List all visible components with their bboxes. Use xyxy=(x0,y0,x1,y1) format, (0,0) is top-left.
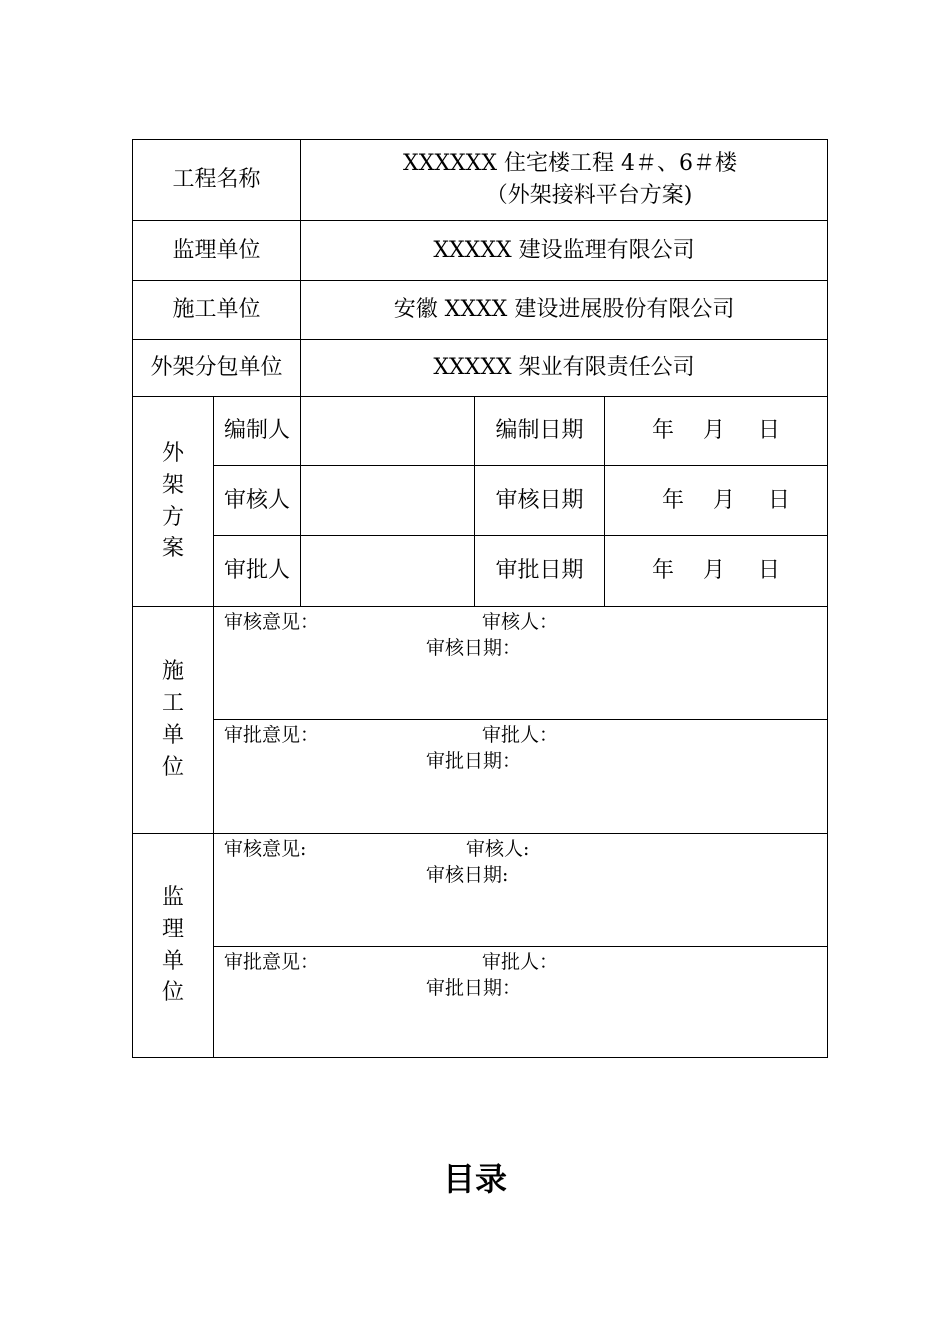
review-date-label: 审核日期： xyxy=(426,637,522,659)
reviewer-value[interactable] xyxy=(301,466,475,536)
supervisor-value: XXXXX 建设监理有限公司 xyxy=(301,221,828,281)
construction-label-char: 单 xyxy=(161,723,184,748)
approve-person-label: 审批人： xyxy=(482,724,559,746)
date-year: 年 xyxy=(651,558,674,584)
scheme-label-char: 方 xyxy=(161,504,184,530)
approve-date-value[interactable] xyxy=(605,536,828,607)
review-person-label: 审核人: xyxy=(466,838,530,860)
subcontractor-row xyxy=(133,340,828,397)
construction-approve-row xyxy=(133,720,828,834)
review-date-label: 审核日期 xyxy=(475,466,605,536)
supervision-approve-row xyxy=(133,947,828,1058)
supervision-label-char: 位 xyxy=(161,980,184,1006)
compile-date-value[interactable] xyxy=(605,397,828,466)
construction-approve-cell[interactable] xyxy=(214,720,828,834)
supervision-review-cell[interactable] xyxy=(214,834,828,947)
construction-label-char: 工 xyxy=(161,691,184,717)
date-day: 日 xyxy=(758,418,781,444)
approver-value[interactable] xyxy=(301,536,475,607)
review-date-value[interactable] xyxy=(605,466,828,536)
project-name-value xyxy=(301,140,828,221)
approve-date-label: 审批日期： xyxy=(426,750,522,772)
scheme-label-char: 案 xyxy=(161,536,184,562)
scheme-label-char: 架 xyxy=(161,472,184,498)
construction-section-label xyxy=(133,607,214,834)
project-name-label: 工程名称 xyxy=(133,140,301,221)
date-year: 年 xyxy=(661,487,684,513)
review-opinion-label: 审核意见： xyxy=(224,611,320,633)
approve-date-label: 审批日期 xyxy=(475,536,605,607)
review-opinion-label: 审核意见: xyxy=(224,838,307,860)
supervision-approve-cell[interactable] xyxy=(214,947,828,1058)
approve-person-label: 审批人： xyxy=(482,951,559,973)
compile-date-label: 编制日期 xyxy=(475,397,605,466)
approve-date-label: 审批日期： xyxy=(426,977,522,999)
supervision-label-char: 监 xyxy=(161,884,184,910)
construction-review-cell[interactable] xyxy=(214,607,828,720)
construction-label-char: 位 xyxy=(161,754,184,780)
date-month: 月 xyxy=(703,558,726,584)
project-name-line1: XXXXXX 住宅楼工程 4＃、6＃楼 xyxy=(403,151,737,177)
review-date-label: 审核日期: xyxy=(426,864,509,886)
date-day: 日 xyxy=(768,487,791,513)
toc-heading: 目录 xyxy=(442,1160,507,1198)
constructor-row xyxy=(133,281,828,340)
constructor-label: 施工单位 xyxy=(133,281,301,340)
approve-opinion-label: 审批意见： xyxy=(224,951,320,973)
project-name-row xyxy=(133,140,828,221)
scheme-label-char: 外 xyxy=(161,440,184,466)
reviewer-label: 审核人 xyxy=(214,466,301,536)
subcontractor-label: 外架分包单位 xyxy=(133,340,301,397)
project-name-line2: （外架接料平台方案) xyxy=(485,183,693,208)
construction-review-row xyxy=(133,607,828,720)
scheme-row-compile xyxy=(133,397,828,466)
date-day: 日 xyxy=(758,558,781,584)
approve-opinion-label: 审批意见： xyxy=(224,724,320,746)
subcontractor-value: XXXXX 架业有限责任公司 xyxy=(301,340,828,397)
supervision-label-char: 理 xyxy=(161,916,184,942)
scheme-label xyxy=(133,397,214,607)
construction-label-char: 施 xyxy=(161,659,184,685)
supervision-label-char: 单 xyxy=(161,948,184,974)
supervision-section-label xyxy=(133,834,214,1058)
supervisor-row xyxy=(133,221,828,281)
compiler-label: 编制人 xyxy=(214,397,301,466)
approver-label: 审批人 xyxy=(214,536,301,607)
scheme-row-approve xyxy=(133,536,828,607)
compiler-value[interactable] xyxy=(301,397,475,466)
supervisor-label: 监理单位 xyxy=(133,221,301,281)
supervision-review-row xyxy=(133,834,828,947)
date-month: 月 xyxy=(713,487,736,513)
approval-form-table xyxy=(132,139,828,1058)
date-month: 月 xyxy=(703,418,726,444)
review-person-label: 审核人： xyxy=(482,611,559,633)
date-year: 年 xyxy=(651,418,674,444)
constructor-value: 安徽 XXXX 建设进展股份有限公司 xyxy=(301,281,828,340)
scheme-row-review xyxy=(133,466,828,536)
